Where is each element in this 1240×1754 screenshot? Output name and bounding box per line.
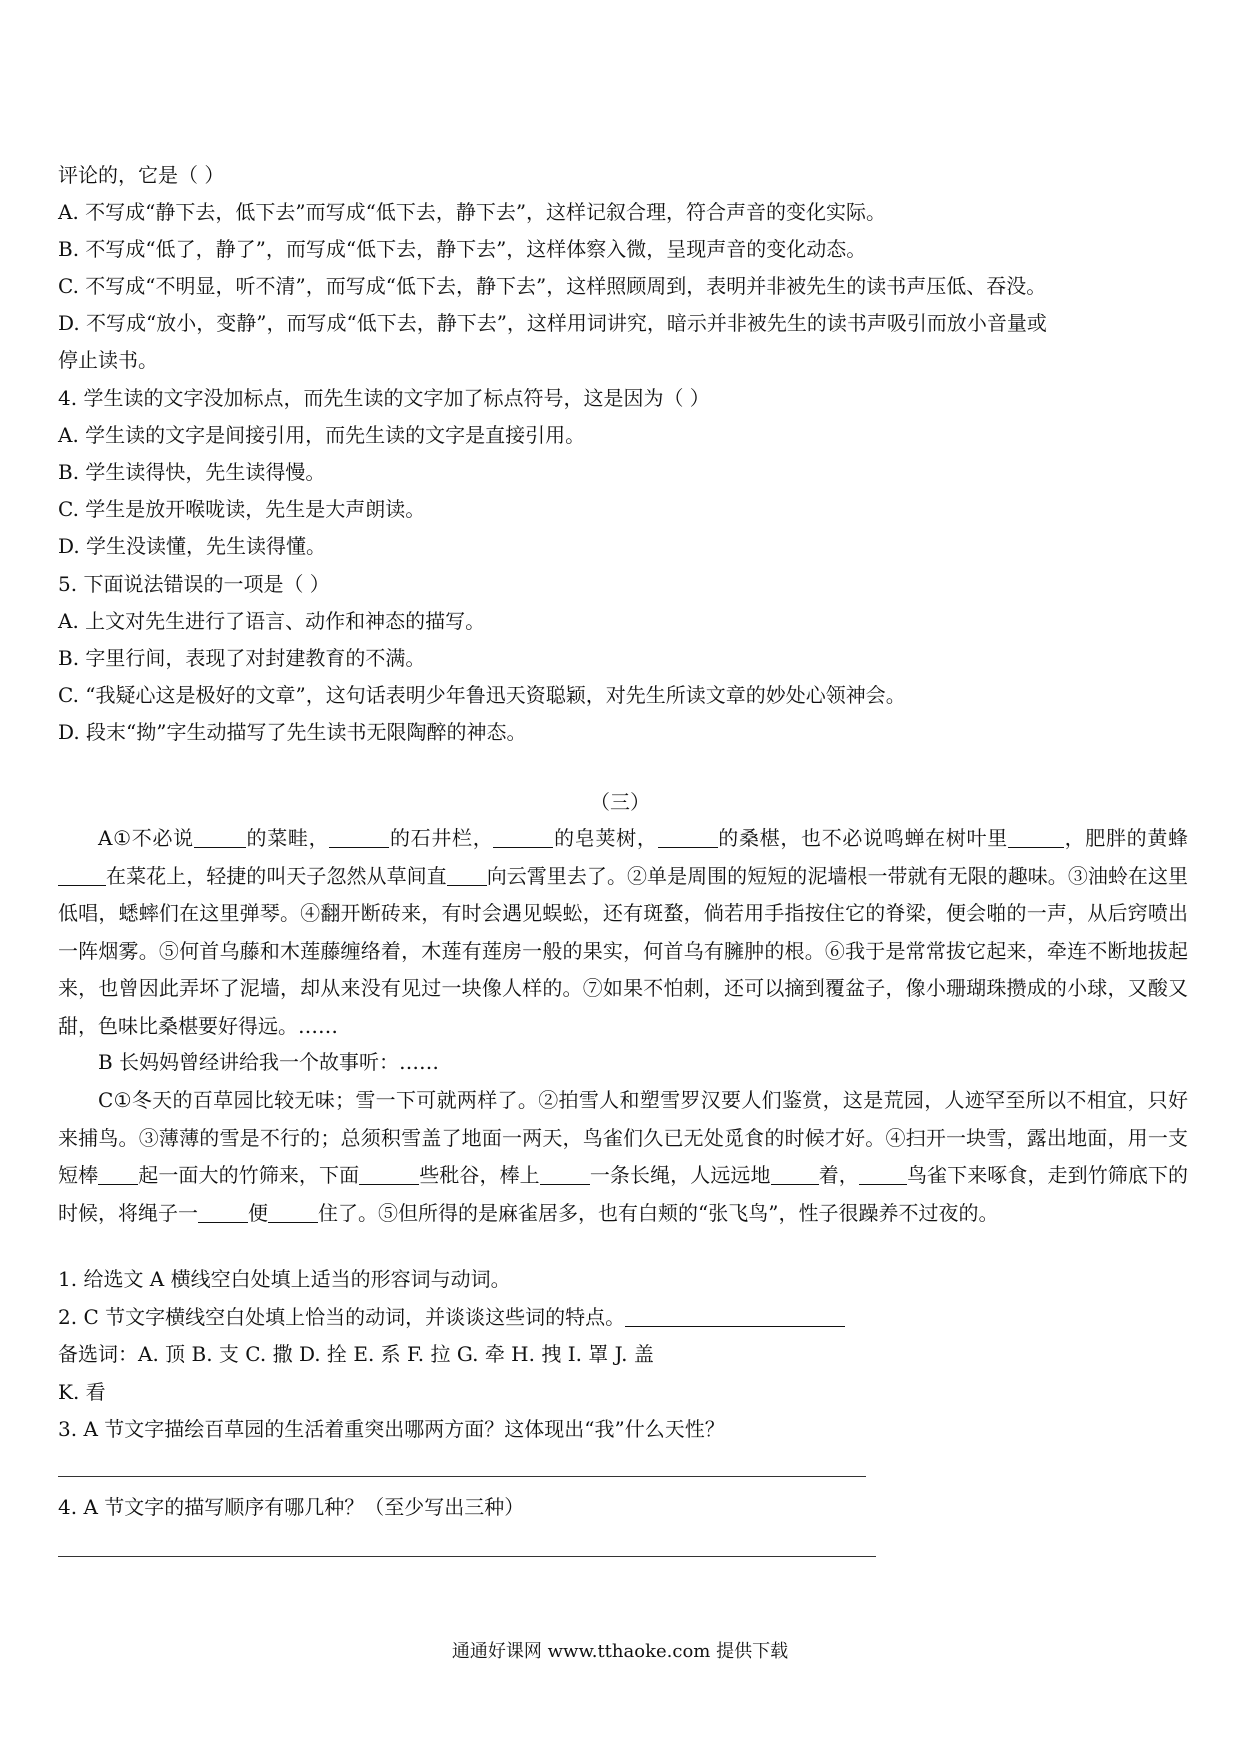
blank[interactable] xyxy=(1008,846,1064,848)
q3-option-d: D. 不写成“放小，变静”，而写成“低下去，静下去”，这样用词讲究，暗示并非被先生的读书声吸引而放小音量或 xyxy=(58,311,1047,335)
q5-stem: 5. 下面说法错误的一项是（ ） xyxy=(58,572,330,596)
q4-option-a: A. 学生读的文字是间接引用，而先生读的文字是直接引用。 xyxy=(58,423,586,447)
passage-c: C①冬天的百草园比较无味；雪一下可就两样了。②拍雪人和塑雪罗汉要人们鉴赏，这是荒园，人迹罕至所以不相宜，只好来捕鸟。③薄薄的雪是不行的；总须积雪盖了地面一两天，鸟雀们久已无处觅食的时候才好。④扫开一块雪，露出地面，用一支短棒 起一面大的竹筛来，下面 些秕谷，棒上 一条长绳，人远远地 着， 鸟雀下来啄食，走到竹筛底下的时候，将绳子一 便 住了。⑤但所得的是麻雀居多，也有白颊的“张飞鸟”，性子很躁养不过夜的。 xyxy=(58,1088,1189,1225)
q4-option-c: C. 学生是放开喉咙读，先生是大声朗读。 xyxy=(58,497,426,521)
blank[interactable] xyxy=(859,1183,907,1185)
answer-line-q4[interactable] xyxy=(58,1556,876,1557)
q3-option-d-cont: 停止读书。 xyxy=(58,348,158,372)
blank[interactable] xyxy=(58,884,106,886)
blank[interactable] xyxy=(658,846,718,848)
answer-blank[interactable] xyxy=(625,1325,845,1327)
passage-b: B 长妈妈曾经讲给我一个故事听：…… xyxy=(98,1050,440,1074)
question-2-word-options-cont: K. 看 xyxy=(58,1380,106,1404)
q3-option-b: B. 不写成“低了，静了”，而写成“低下去，静下去”，这样体察入微，呈现声音的变化动态。 xyxy=(58,237,867,261)
q4-option-b: B. 学生读得快，先生读得慢。 xyxy=(58,460,326,484)
q3-option-c: C. 不写成“不明显，听不清”，而写成“低下去，静下去”，这样照顾周到，表明并非被先生的读书声压低、吞没。 xyxy=(58,274,1047,298)
q5-option-b: B. 字里行间，表现了对封建教育的不满。 xyxy=(58,646,426,670)
question-3: 3. A 节文字描绘百草园的生活着重突出哪两方面？这体现出“我”什么天性？ xyxy=(58,1417,725,1441)
blank[interactable] xyxy=(771,1183,819,1185)
blank[interactable] xyxy=(359,1183,419,1185)
q4-stem: 4. 学生读的文字没加标点，而先生读的文字加了标点符号，这是因为（ ） xyxy=(58,386,710,410)
blank[interactable] xyxy=(447,884,487,886)
q3-stem-end: 评论的，它是（ ） xyxy=(58,163,225,187)
passage-a: A①不必说 的菜畦， 的石井栏， 的皂荚树， 的桑椹，也不必说鸣蝉在树叶里 ，肥胖的黄蜂在菜花上，轻捷的叫天子忽然从草间直 向云霄里去了。②单是周围的短短的泥墙根一带就有无限的趣味。③油蛉在这里低唱，蟋蟀们在这里弹琴。④翻开断砖来，有时会遇见蜈蚣，还有斑蝥，倘若用手指按住它的脊梁，便会啪的一声，从后窍喷出一阵烟雾。⑤何首乌藤和木莲藤缠络着，木莲有莲房一般的果实，何首乌有臃肿的根。⑥我于是常常拔它起来，牵连不断地拔起来，也曾因此弄坏了泥墙，却从来没有见过一块像人样的。⑦如果不怕刺，还可以摘到覆盆子，像小珊瑚珠攒成的小球，又酸又甜，色味比桑椹要好得远。…… xyxy=(58,826,1189,1038)
q5-option-d: D. 段末“拗”字生动描写了先生读书无限陶醉的神态。 xyxy=(58,720,527,744)
page-footer: 通通好课网 www.tthaoke.com 提供下载 xyxy=(451,1641,789,1662)
question-1: 1. 给选文 A 横线空白处填上适当的形容词与动词。 xyxy=(58,1267,511,1291)
blank[interactable] xyxy=(194,846,246,848)
q5-option-c: C. “我疑心这是极好的文章”，这句话表明少年鲁迅天资聪颖，对先生所读文章的妙处心领神会。 xyxy=(58,683,906,707)
question-2: 2. C 节文字横线空白处填上恰当的动词，并谈谈这些词的特点。 xyxy=(58,1305,1188,1329)
blank[interactable] xyxy=(493,846,553,848)
blank[interactable] xyxy=(198,1221,248,1223)
blank[interactable] xyxy=(540,1183,590,1185)
q4-option-d: D. 学生没读懂，先生读得懂。 xyxy=(58,534,327,558)
section-heading: （三） xyxy=(590,790,650,814)
question-2-word-options: 备选词：A. 顶 B. 支 C. 撒 D. 拴 E. 系 F. 拉 G. 牵 H. 拽 I. 罩 J. 盖 xyxy=(58,1342,654,1366)
blank[interactable] xyxy=(329,846,389,848)
q5-option-a: A. 上文对先生进行了语言、动作和神态的描写。 xyxy=(58,609,486,633)
blank[interactable] xyxy=(268,1221,318,1223)
q3-option-a: A. 不写成“静下去，低下去”而写成“低下去，静下去”，这样记叙合理，符合声音的变化实际。 xyxy=(58,200,887,224)
blank[interactable] xyxy=(98,1183,138,1185)
question-4: 4. A 节文字的描写顺序有哪几种？（至少写出三种） xyxy=(58,1495,525,1519)
answer-line-q3[interactable] xyxy=(58,1476,866,1477)
